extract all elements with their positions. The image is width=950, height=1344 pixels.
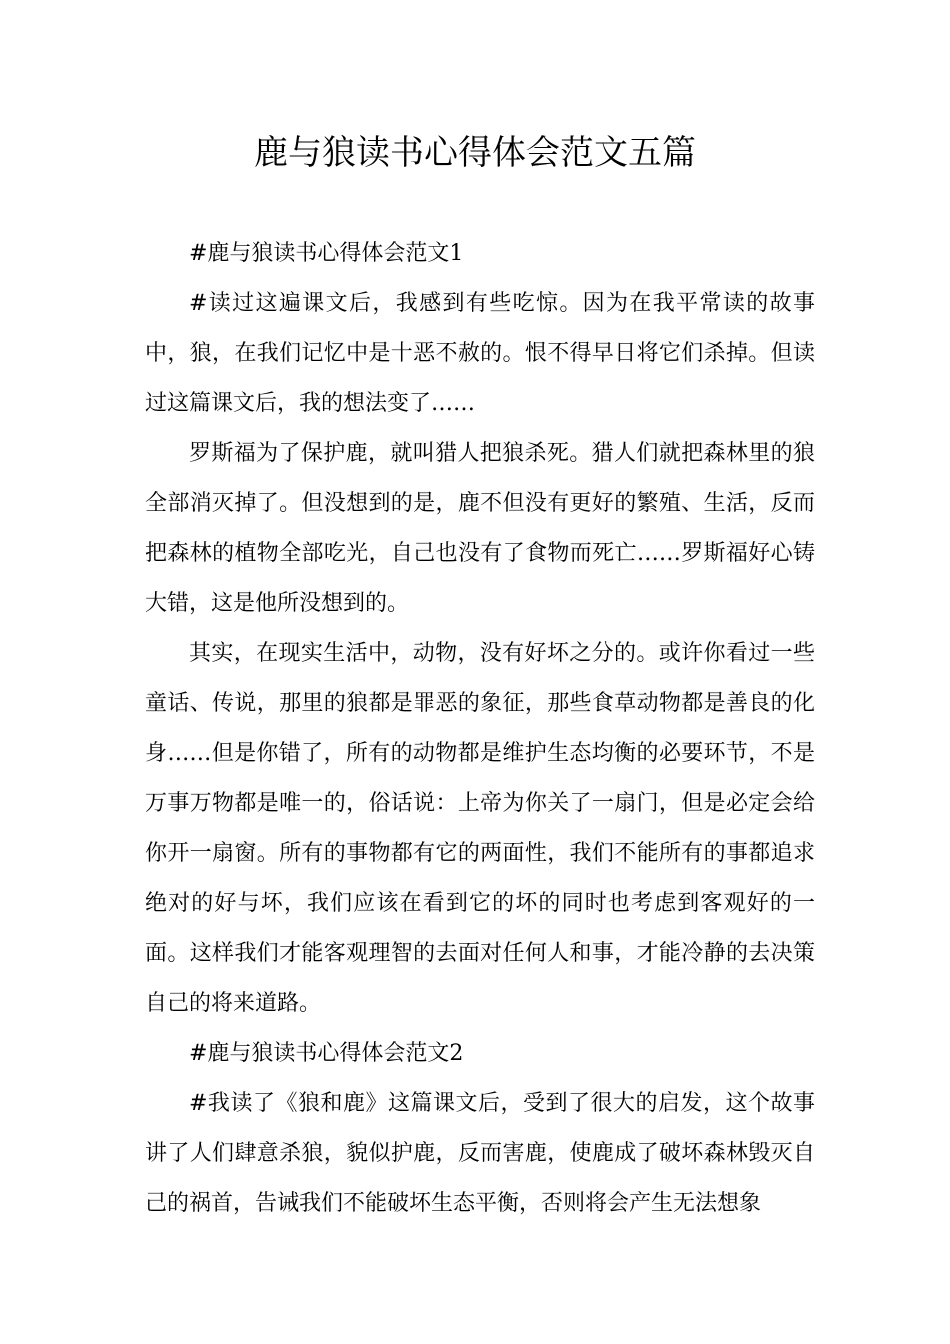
section-heading-1: #鹿与狼读书心得体会范文1 (189, 241, 464, 266)
paragraph: 罗斯福为了保护鹿，就叫猎人把狼杀死。猎人们就把森林里的狼全部消灭掉了。但没想到的是，鹿不但没有更好的繁殖、生活，反而把森林的植物全部吃光，自己也没有了食物而死亡……罗斯福好心铸大错，这是他所没想到的。 (145, 441, 815, 616)
paragraph: #我读了《狼和鹿》这篇课文后，受到了很大的启发，这个故事讲了人们肆意杀狼，貌似护鹿，反而害鹿，使鹿成了破坏森林毁灭自己的祸首，告诫我们不能破坏生态平衡，否则将会产生无法想象 (145, 1091, 815, 1216)
document-title: 鹿与狼读书心得体会范文五篇 (254, 133, 696, 173)
document-body (145, 229, 815, 1229)
paragraph: #读过这遍课文后，我感到有些吃惊。因为在我平常读的故事中，狼，在我们记忆中是十恶不赦的。恨不得早日将它们杀掉。但读过这篇课文后，我的想法变了…… (145, 291, 815, 416)
paragraph: 其实，在现实生活中，动物，没有好坏之分的。或许你看过一些童话、传说，那里的狼都是罪恶的象征，那些食草动物都是善良的化身……但是你错了，所有的动物都是维护生态均衡的必要环节，不是万事万物都是唯一的，俗话说：上帝为你关了一扇门，但是必定会给你开一扇窗。所有的事物都有它的两面性，我们不能所有的事都追求绝对的好与坏，我们应该在看到它的坏的同时也考虑到客观好的一面。这样我们才能客观理智的去面对任何人和事，才能冷静的去决策自己的将来道路。 (145, 641, 815, 1016)
section-heading-2: #鹿与狼读书心得体会范文2 (189, 1041, 464, 1066)
